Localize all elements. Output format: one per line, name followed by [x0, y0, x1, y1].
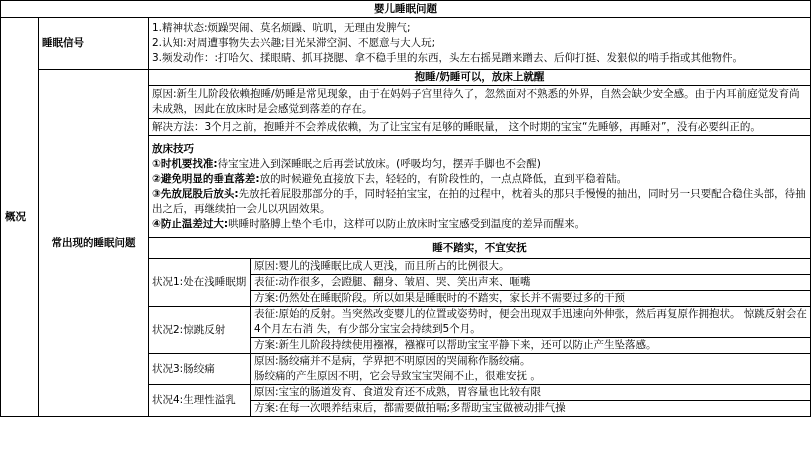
tip-item: ②避免明显的垂直落差:放的时候避免直接放下去，轻轻的，有阶段性的，一点点降低，直到平稳着陆。 [152, 172, 628, 185]
situation-line: 原因:宝宝的肠道发育、食道发育还不成熟，胃容量也比较有限 [251, 385, 811, 401]
problem1-tips-cell [149, 136, 811, 238]
tip-item: ①时机要找准:待宝宝进入到深睡眠之后再尝试放床。(呼吸均匀，摆弄手脚也不会醒) [152, 157, 541, 170]
tip-item: ③先放屁股后放头:先放托着屁股那部分的手，同时轻拍宝宝，在拍的过程中，枕着头的那只手慢慢的抽出，同时另一只要配合稳住头部，待抽出之后，再继续拍一会儿以巩固效果。 [152, 187, 806, 215]
sleep-signals-cell [149, 18, 811, 70]
situation-lines-cell [251, 354, 811, 385]
problem1-solution: 解决方法：3个月之前，抱睡并不会养成依赖，为了让宝宝有足够的睡眠量， 这个时期的宝宝“先睡够，再睡对”，没有必要纠正的。 [149, 119, 811, 136]
situation-label: 状况2:惊跳反射 [149, 307, 251, 354]
sleep-signals-label: 睡眠信号 [39, 18, 149, 70]
situation-line: 原因:肠绞痛并不是病，学界把不明原因的哭闹称作肠绞痛。 [254, 355, 531, 367]
tips-title: 放床技巧 [152, 142, 194, 155]
situation-line: 表征:原始的反射。当突然改变婴儿的位置或姿势时，便会出现双手迅速向外伸张，然后再复原作拥抱状。 惊跳反射会在4个月左右消 失，有少部分宝宝会持续到5个月。 [251, 307, 811, 338]
situation-line: 肠绞痛的产生原因不明，它会导致宝宝哭闹不止，很难安抚 。 [254, 370, 541, 382]
problem1-cause: 原因:新生儿阶段依赖抱睡/奶睡是常见现象，由于在妈妈子宫里待久了，忽然面对不熟悉的外界，自然会缺少安全感。由于内耳前庭觉发育尚未成熟，因此在放床时是会感觉到落差的存在。 [149, 86, 811, 119]
table-title: 婴儿睡眠问题 [1, 1, 811, 18]
situation-line: 原因:婴儿的浅睡眠比成人更浅，而且所占的比例很大。 [251, 259, 811, 275]
situation-line: 方案:在每一次喂养结束后，都需要做拍嗝;多帮助宝宝做被动排气操 [251, 401, 811, 417]
situation-label: 状况3:肠绞痛 [149, 354, 251, 385]
situation-line: 方案:仍然处在睡眠阶段。所以如果是睡眠时的不踏实，家长并不需要过多的干预 [251, 291, 811, 307]
situation-line: 表征:动作很多，会蹬腿、翻身、皱眉、哭、笑出声来、咂嘴 [251, 275, 811, 291]
situation-line: 方案:新生儿阶段持续使用襁褓，襁褓可以帮助宝宝平静下来，还可以防止产生坠落感。 [251, 338, 811, 354]
sleep-signal-item: 2.认知:对周遭事物失去兴趣;目光呆滞空洞、不愿意与大人玩; [152, 37, 436, 49]
common-problems-label: 常出现的睡眠问题 [39, 70, 149, 417]
overview-label: 概况 [1, 18, 39, 417]
sleep-signal-item: 3.频发动作：:打哈欠、揉眼睛、抓耳挠腮、拿不稳手里的东西，头左右摇晃蹭来蹭去、后仰打挺、发狠似的啃手指或其他物件。 [152, 52, 744, 64]
situation-label: 状况1:处在浅睡眠期 [149, 259, 251, 307]
tip-item: ④防止温差过大:哄睡时胳膊上垫个毛巾，这样可以防止放床时宝宝感受到温度的差异而醒来。 [152, 217, 586, 230]
sleep-signal-item: 1.精神状态:烦躁哭闹、莫名烦躁、吭叽，无理由发脾气; [152, 22, 411, 34]
problem1-header: 抱睡/奶睡可以，放床上就醒 [149, 70, 811, 86]
situation-label: 状况4:生理性溢乳 [149, 385, 251, 417]
problem2-header: 睡不踏实，不宜安抚 [149, 238, 811, 259]
